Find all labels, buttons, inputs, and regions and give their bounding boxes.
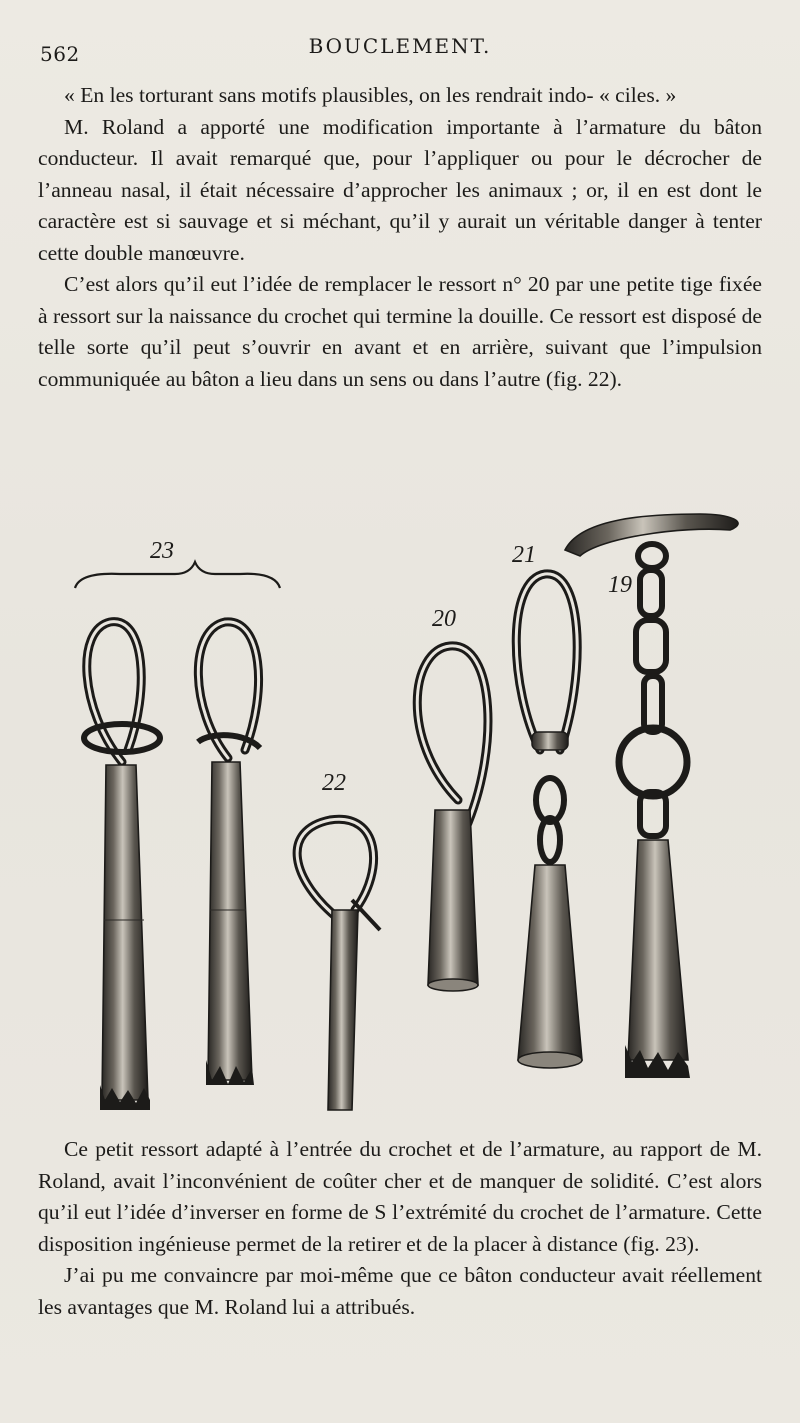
figure-engravings [40,500,770,1120]
figure-label-19: 19 [608,572,632,598]
figure-label-22: 22 [322,770,346,796]
figure-21 [512,542,582,1068]
figure-23-right-rod [198,622,260,1085]
figure-23 [75,538,280,1110]
figure-20 [417,606,488,991]
page-number: 562 [40,42,80,66]
figure-22 [297,770,380,1110]
figure-label-23: 23 [150,538,174,564]
figure-illustration [40,500,770,1120]
paragraph-roland-modification: M. Roland a apporté une modification importante à l’armature du bâton conducteur. Il avait remarqué que, pour l’appliquer ou pour le décrocher de l’anneau nasal, il était nécessaire d’approcher les animaux ; or, il en est dont le caractère est si sauvage et si méchant, qu’il y aurait un véritable danger à tenter cette double manœuvre. [38,114,762,265]
figure-23-brace [75,562,280,588]
figure-label-21: 21 [512,542,536,568]
paragraph-ressort: C’est alors qu’il eut l’idée de remplacer le ressort n° 20 par une petite tige fixée à ressort sur la naissance du crochet qui termine la douille. Ce ressort est disposé de telle sorte qu’il peut s’ouvrir en avant et en arrière, suivant que l’impulsion communiquée au bâton a lieu dans un sens ou dans l’autre (fig. 22). [38,272,762,391]
paragraph-conclusion: J’ai pu me convaincre par moi-même que ce bâton conducteur avait réellement les avantages que M. Roland lui a attribués. [38,1263,762,1319]
text-block-bottom [38,1134,762,1323]
figure-label-20: 20 [432,606,456,632]
paragraph-quote: « En les torturant sans motifs plausibles, on les rendrait indo- « ciles. » [64,83,677,107]
figure-19 [565,514,738,1078]
running-title: BOUCLEMENT. [308,34,492,58]
page-header [40,32,760,66]
text-block-top [38,80,762,395]
paragraph-petit-ressort: Ce petit ressort adapté à l’entrée du crochet et de l’armature, au rapport de M. Roland, avait l’inconvénient de coûter cher et de manquer de solidité. C’est alors qu’il eut l’idée d’inverser en forme de S l’extrémité du crochet de l’armature. Cette disposition ingénieuse permet de la retirer et de la placer à distance (fig. 23). [38,1137,762,1256]
figure-23-left-rod [84,622,160,1110]
